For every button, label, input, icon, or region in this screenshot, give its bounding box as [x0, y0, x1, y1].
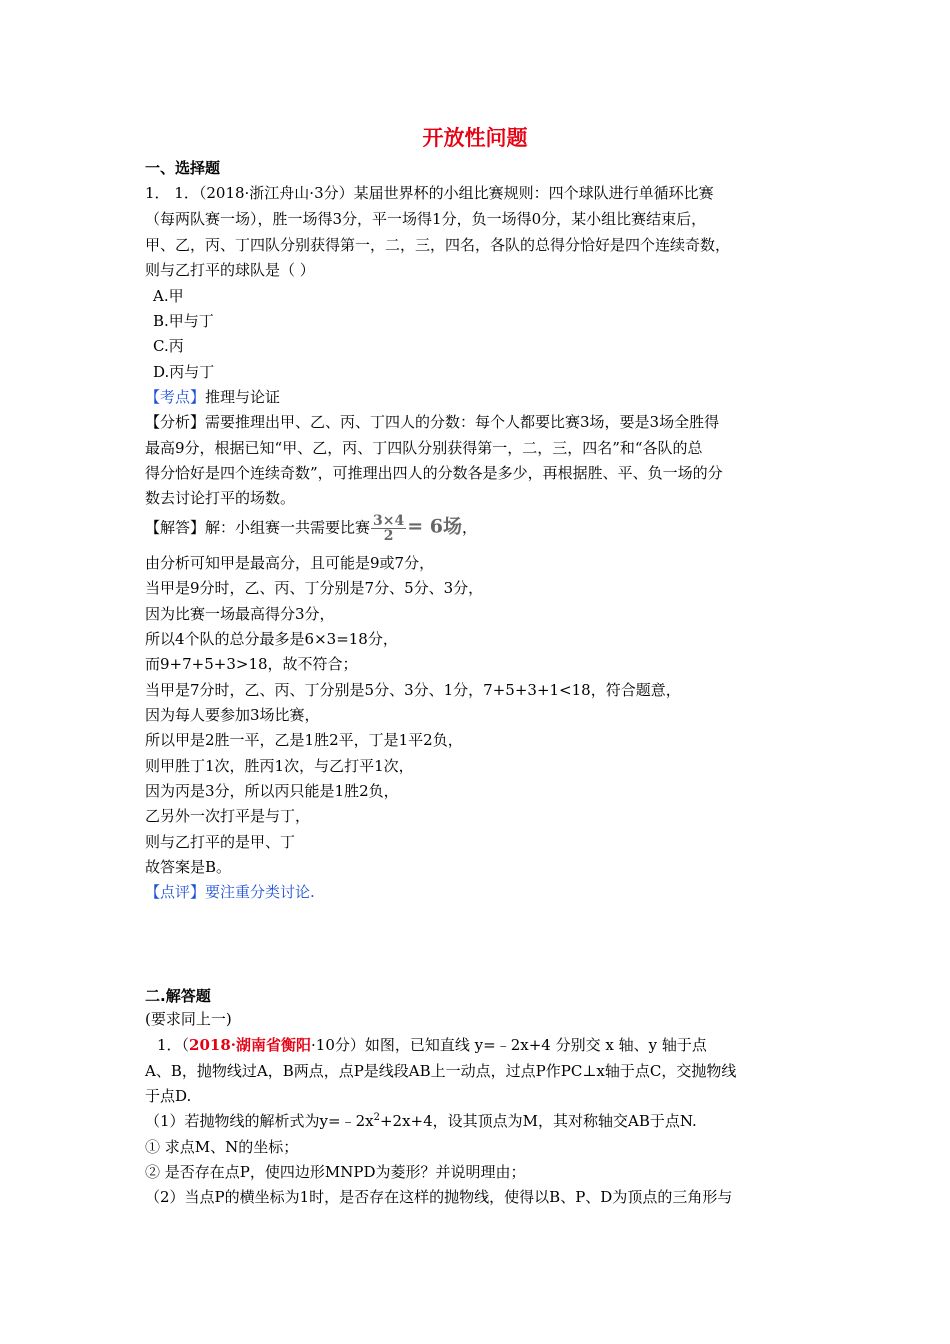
subquestion-line: ① 求点M、N的坐标；: [145, 1138, 299, 1156]
solution-line: 所以甲是2胜一平，乙是1胜2平，丁是1平2负，: [145, 731, 463, 749]
solution-line: 所以4个队的总分最多是6×3=18分，: [145, 630, 398, 648]
analysis-line: 【分析】需要推理出甲、乙、丙、丁四人的分数：每个人都要比赛3场，要是3场全胜得: [145, 413, 720, 431]
question2-line: 于点D.: [145, 1087, 192, 1105]
solution-line: 因为每人要参加3场比赛，: [145, 706, 320, 724]
solution-line: 故答案是B。: [145, 858, 232, 876]
solution-line: 当甲是7分时，乙、丙、丁分别是5分、3分、1分，7+5+3+1<18，符合题意，: [145, 681, 681, 699]
option-b: B.甲与丁: [153, 312, 214, 330]
option-a: A.甲: [153, 287, 184, 305]
option-c: C.丙: [153, 337, 184, 355]
option-d: D.丙与丁: [153, 363, 215, 381]
page-title: 开放性问题: [422, 126, 528, 150]
analysis-line: 得分恰好是四个连续奇数”，可推理出四人的分数各是多少，再根据胜、平、负一场的分: [145, 464, 723, 482]
solution-line: 则甲胜丁1次，胜丙1次，与乙打平1次，: [145, 757, 414, 775]
solution-line: 因为丙是3分，所以丙只能是1胜2负，: [145, 782, 399, 800]
fraction-denominator: 2: [383, 528, 394, 544]
comment-text: 要注重分类讨论.: [205, 883, 315, 901]
section-heading-answer: 二.解答题: [145, 987, 211, 1005]
question-line: （每两队赛一场），胜一场得3分，平一场得1分，负一场得0分，某小组比赛结束后，: [145, 210, 707, 228]
q2-prefix: 1．（: [157, 1036, 190, 1054]
q2-text: ·10分）如图，已知直线 y=﹣2x+4 分别交 x 轴、y 轴于点: [311, 1036, 707, 1054]
section-note: (要求同上一): [145, 1010, 232, 1028]
question-line: 1． 1．（2018·浙江舟山·3分）某届世界杯的小组比赛规则：四个球队进行单循环比赛: [145, 184, 714, 202]
solution-heading-line: [145, 514, 477, 543]
comment-label: 【点评】: [145, 883, 206, 901]
q2-source: 2018·湖南省衡阳: [189, 1036, 312, 1054]
comment-line: [145, 880, 315, 904]
kaodian-label: 【考点】: [145, 388, 206, 406]
solution-line: 乙另外一次打平是与丁，: [145, 807, 311, 825]
part1-post: +2x+4，设其顶点为M，其对称轴交AB于点N.: [379, 1112, 697, 1130]
kaodian-text: 推理与论证: [205, 388, 281, 406]
fraction-result: = 6场: [407, 515, 462, 538]
question2-line: [157, 1033, 707, 1057]
section-heading-choice: 一、选择题: [145, 159, 221, 177]
solution-line: 因为比赛一场最高得分3分，: [145, 605, 335, 623]
analysis-line: 最高9分，根据已知“甲、乙，丙、丁四队分别获得第一，二，三，四名”和“各队的总: [145, 439, 703, 457]
solution-prefix: 【解答】解：小组赛一共需要比赛: [145, 518, 371, 537]
match-count-fraction: [371, 514, 406, 543]
subquestion-line: （2）当点P的横坐标为1时，是否存在这样的抛物线，使得以B、P、D为顶点的三角形与: [145, 1188, 733, 1206]
solution-line: 由分析可知甲是最高分，且可能是9或7分，: [145, 554, 435, 572]
fraction-numerator: 3×4: [373, 513, 405, 529]
question-line: 甲、乙，丙、丁四队分别获得第一，二，三，四名，各队的总得分恰好是四个连续奇数，: [145, 236, 731, 254]
solution-line: 而9+7+5+3>18，故不符合；: [145, 655, 358, 673]
solution-line: 当甲是9分时，乙、丙、丁分别是7分、5分、3分，: [145, 579, 484, 597]
question-line: 则与乙打平的球队是（ ）: [145, 261, 315, 279]
fraction-tail: ，: [462, 518, 478, 537]
part1-exponent: 2: [373, 1112, 380, 1123]
kaodian-line: [145, 385, 280, 409]
subquestion-line: ② 是否存在点P，使四边形MNPD为菱形？并说明理由；: [145, 1163, 526, 1181]
analysis-line: 数去讨论打平的场数。: [145, 489, 296, 507]
question2-line: A、B，抛物线过A，B两点，点P是线段AB上一动点，过点P作PC⊥x轴于点C，交抛物线: [145, 1062, 737, 1080]
part1-pre: （1）若抛物线的解析式为y=﹣2x: [145, 1112, 374, 1130]
part1-line: [145, 1109, 697, 1133]
solution-line: 则与乙打平的是甲、丁: [145, 833, 296, 851]
